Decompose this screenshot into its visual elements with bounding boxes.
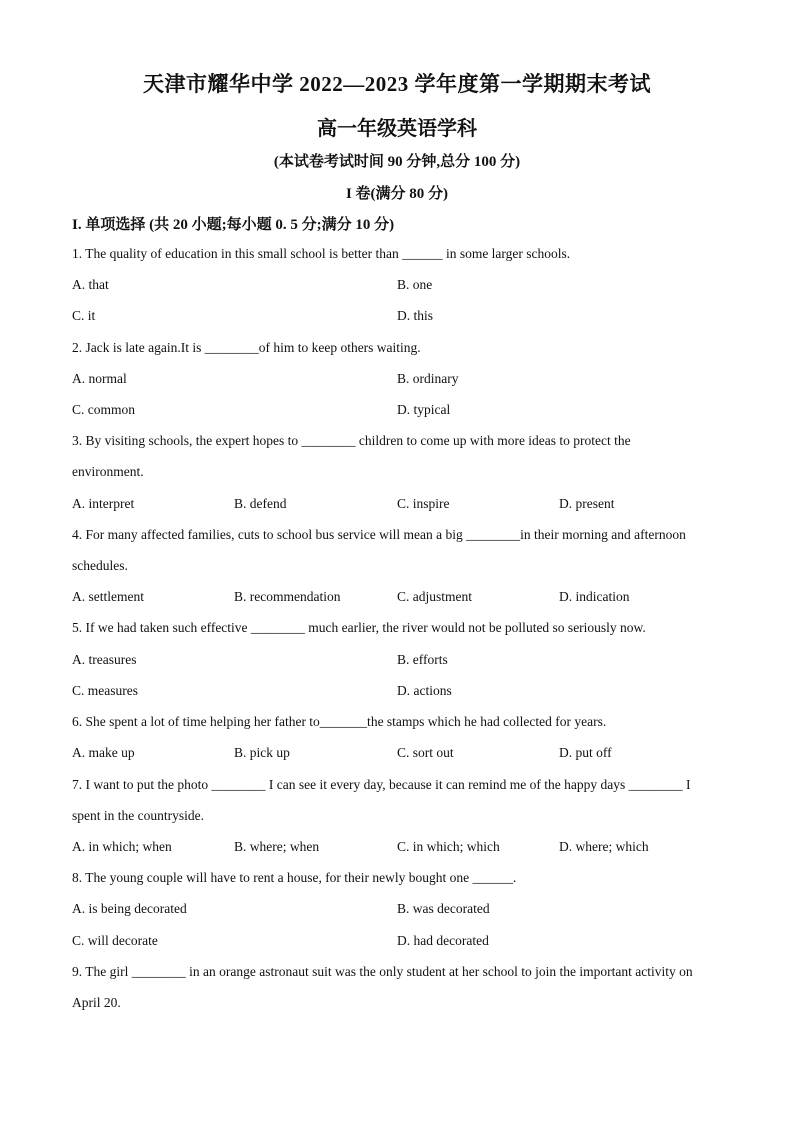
exam-subtitle: 高一年级英语学科 xyxy=(317,118,477,140)
q1-option-a: A. that xyxy=(72,277,109,292)
q1-option-c: C. it xyxy=(72,308,96,323)
q8-option-d: D. had decorated xyxy=(397,933,489,948)
part-title: I 卷(满分 80 分) xyxy=(345,186,449,202)
question-2-stem: 2. Jack is late again.It is ________of him to keep others waiting. xyxy=(72,340,421,355)
question-3-stem-cont: environment. xyxy=(72,464,144,479)
q5-option-b: B. efforts xyxy=(397,652,448,667)
question-8-stem: 8. The young couple will have to rent a house, for their newly bought one ______. xyxy=(72,870,517,885)
section-heading: I. 单项选择 (共 20 小题;每小题 0. 5 分;满分 10 分) xyxy=(72,217,395,233)
q7-option-a: A. in which; when xyxy=(72,839,172,854)
q2-option-b: B. ordinary xyxy=(397,371,459,386)
q6-option-b: B. pick up xyxy=(234,745,290,760)
q7-option-b: B. where; when xyxy=(234,839,320,854)
q3-option-c: C. inspire xyxy=(397,496,450,511)
q2-option-a: A. normal xyxy=(72,371,127,386)
q3-option-b: B. defend xyxy=(234,496,287,511)
exam-info: (本试卷考试时间 90 分钟,总分 100 分) xyxy=(273,154,521,170)
question-7-stem-cont: spent in the countryside. xyxy=(72,808,204,823)
q4-option-d: D. indication xyxy=(559,589,630,604)
q6-option-a: A. make up xyxy=(72,745,135,760)
question-4-stem: 4. For many affected families, cuts to school bus service will mean a big ________in their morning and afternoon xyxy=(72,527,686,542)
question-6-stem: 6. She spent a lot of time helping her father to_______the stamps which he had collected for years. xyxy=(72,714,607,729)
q3-option-d: D. present xyxy=(559,496,615,511)
q3-option-a: A. interpret xyxy=(72,496,135,511)
q4-option-a: A. settlement xyxy=(72,589,144,604)
q2-option-d: D. typical xyxy=(397,402,451,417)
q7-option-c: C. in which; which xyxy=(397,839,500,854)
q6-option-d: D. put off xyxy=(559,745,612,760)
q1-option-b: B. one xyxy=(397,277,433,292)
q8-option-c: C. will decorate xyxy=(72,933,158,948)
question-4-stem-cont: schedules. xyxy=(72,558,128,573)
exam-title: 天津市耀华中学 2022—2023 学年度第一学期期末考试 xyxy=(143,72,651,96)
q8-option-b: B. was decorated xyxy=(397,901,490,916)
question-1-stem: 1. The quality of education in this small school is better than ______ in some larger schools. xyxy=(72,246,571,261)
question-9-stem-cont: April 20. xyxy=(72,995,121,1010)
q7-option-d: D. where; which xyxy=(559,839,649,854)
q2-option-c: C. common xyxy=(72,402,135,417)
question-7-stem: 7. I want to put the photo ________ I can see it every day, because it can remind me of the happy days ________ I xyxy=(72,777,691,792)
q5-option-d: D. actions xyxy=(397,683,452,698)
q4-option-b: B. recommendation xyxy=(234,589,341,604)
question-5-stem: 5. If we had taken such effective ________ much earlier, the river would not be polluted so seriously now. xyxy=(72,620,646,635)
q1-option-d: D. this xyxy=(397,308,434,323)
q6-option-c: C. sort out xyxy=(397,745,454,760)
q8-option-a: A. is being decorated xyxy=(72,901,187,916)
q5-option-a: A. treasures xyxy=(72,652,137,667)
question-9-stem: 9. The girl ________ in an orange astronaut suit was the only student at her school to join the important activity on xyxy=(72,964,693,979)
question-3-stem: 3. By visiting schools, the expert hopes to ________ children to come up with more ideas to protect the xyxy=(72,433,631,448)
q5-option-c: C. measures xyxy=(72,683,138,698)
q4-option-c: C. adjustment xyxy=(397,589,472,604)
